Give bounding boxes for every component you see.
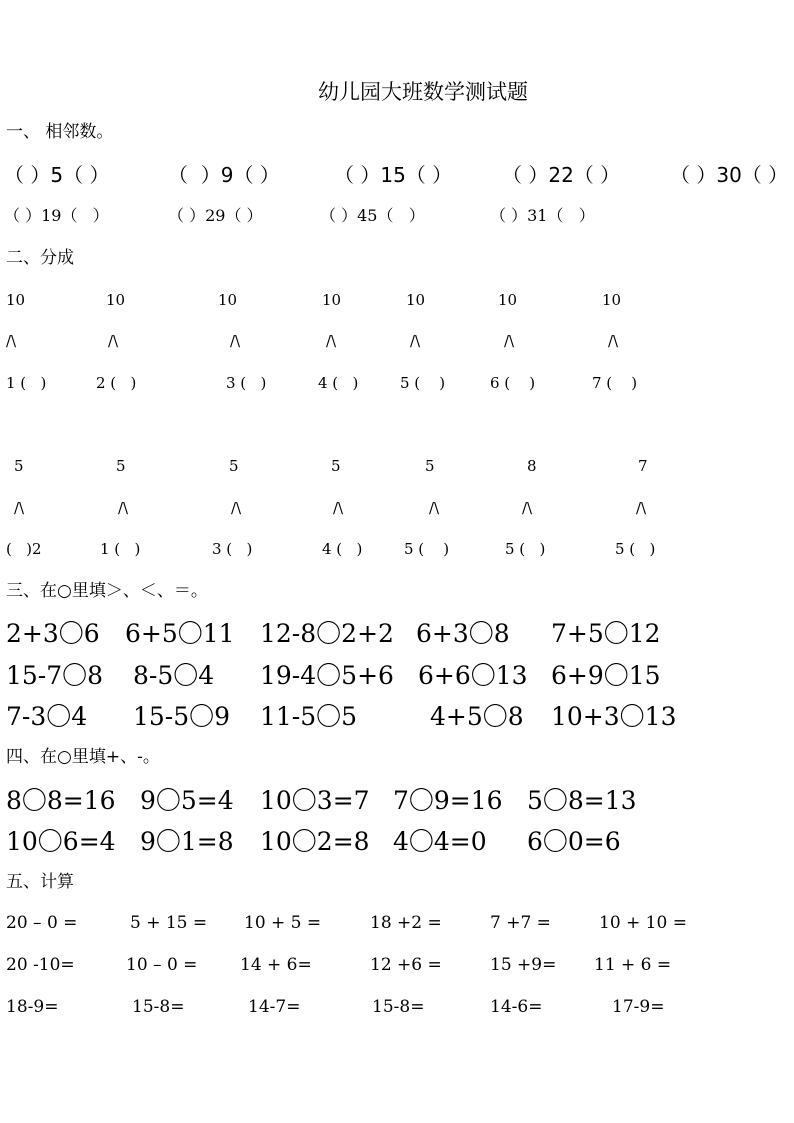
calc-item: 15 +9= xyxy=(490,955,557,975)
adjacent-item: （ ）19（ ） xyxy=(4,206,109,225)
split-bottom: 7 ( ) xyxy=(592,374,638,392)
sign-item: 6〇0=6 xyxy=(527,827,621,856)
compare-item: 19-4〇5+6 xyxy=(260,661,394,690)
calc-item: 18 +2 = xyxy=(370,913,442,933)
split-bottom: 3 ( ) xyxy=(212,540,253,558)
split-bottom: 5 ( ) xyxy=(404,540,450,558)
calc-item: 11 + 6 = xyxy=(594,955,672,975)
split-bottom: 1 ( ) xyxy=(100,540,141,558)
split-mark: /\ xyxy=(108,332,119,350)
compare-item: 6+3〇8 xyxy=(416,619,510,648)
split-bottom: 1 ( ) xyxy=(6,374,47,392)
sign-item: 10〇3=7 xyxy=(260,786,370,815)
calc-item: 7 +7 = xyxy=(490,913,551,933)
split-bottom: 6 ( ) xyxy=(490,374,536,392)
split-top: 5 xyxy=(425,457,435,475)
calc-item: 18-9= xyxy=(6,997,59,1017)
section1-heading: 一、 相邻数。 xyxy=(6,122,114,142)
split-top: 10 xyxy=(218,291,238,309)
sign-item: 4〇4=0 xyxy=(393,827,487,856)
calc-item: 15-8= xyxy=(372,997,425,1017)
compare-item: 15-7〇8 xyxy=(6,661,104,690)
calc-item: 20 -10= xyxy=(6,955,75,975)
compare-item: 12-8〇2+2 xyxy=(260,619,394,648)
split-mark: /\ xyxy=(333,499,344,517)
split-mark: /\ xyxy=(230,332,241,350)
adjacent-item: （ ）31（ ） xyxy=(490,206,595,225)
calc-item: 14-7= xyxy=(248,997,301,1017)
split-top: 7 xyxy=(638,457,648,475)
split-top: 5 xyxy=(14,457,24,475)
section4-heading: 四、在○里填+、-。 xyxy=(6,747,160,767)
compare-item: 6+6〇13 xyxy=(418,661,528,690)
split-top: 10 xyxy=(602,291,622,309)
split-mark: /\ xyxy=(14,499,25,517)
compare-item: 7-3〇4 xyxy=(6,702,88,731)
split-top: 10 xyxy=(322,291,342,309)
split-top: 5 xyxy=(331,457,341,475)
split-bottom: 4 ( ) xyxy=(322,540,363,558)
calc-item: 14-6= xyxy=(490,997,543,1017)
split-mark: /\ xyxy=(231,499,242,517)
compare-item: 2+3〇6 xyxy=(6,619,100,648)
split-top: 5 xyxy=(229,457,239,475)
split-top: 8 xyxy=(527,457,537,475)
calc-item: 10 – 0 = xyxy=(126,955,198,975)
split-mark: /\ xyxy=(410,332,421,350)
split-mark: /\ xyxy=(636,499,647,517)
split-bottom: 5 ( ) xyxy=(400,374,446,392)
split-top: 10 xyxy=(106,291,126,309)
adjacent-item: （ ）29（ ） xyxy=(168,206,263,225)
split-mark: /\ xyxy=(429,499,440,517)
split-top: 10 xyxy=(6,291,26,309)
split-mark: /\ xyxy=(118,499,129,517)
compare-item: 4+5〇8 xyxy=(430,702,524,731)
page-title: 幼儿园大班数学测试题 xyxy=(318,80,528,104)
calc-item: 15-8= xyxy=(132,997,185,1017)
split-mark: /\ xyxy=(326,332,337,350)
split-mark: /\ xyxy=(608,332,619,350)
split-bottom: 3 ( ) xyxy=(226,374,267,392)
adjacent-item: （ ）45（ ） xyxy=(320,206,425,225)
split-mark: /\ xyxy=(6,332,17,350)
calc-item: 5 + 15 = xyxy=(130,913,208,933)
sign-item: 9〇5=4 xyxy=(140,786,234,815)
calc-item: 20 – 0 = xyxy=(6,913,78,933)
split-bottom: 5 ( ) xyxy=(505,540,546,558)
split-top: 5 xyxy=(116,457,126,475)
calc-item: 14 + 6= xyxy=(240,955,312,975)
split-bottom: 2 ( ) xyxy=(96,374,137,392)
section2-heading: 二、分成 xyxy=(6,248,74,268)
compare-item: 10+3〇13 xyxy=(551,702,677,731)
adjacent-item: （ ）15（ ） xyxy=(334,163,453,187)
adjacent-item: （ ）30（ ） xyxy=(670,163,789,187)
split-bottom: 5 ( ) xyxy=(615,540,656,558)
adjacent-item: （ ）22（ ） xyxy=(502,163,621,187)
calc-item: 10 + 5 = xyxy=(244,913,322,933)
compare-item: 7+5〇12 xyxy=(551,619,661,648)
split-top: 10 xyxy=(498,291,518,309)
section3-heading: 三、在○里填＞、＜、＝。 xyxy=(6,581,208,601)
sign-item: 10〇2=8 xyxy=(260,827,370,856)
sign-item: 10〇6=4 xyxy=(6,827,116,856)
compare-item: 6+5〇11 xyxy=(125,619,235,648)
compare-item: 11-5〇5 xyxy=(260,702,358,731)
calc-item: 10 + 10 = xyxy=(599,913,687,933)
sign-item: 8〇8=16 xyxy=(6,786,116,815)
compare-item: 8-5〇4 xyxy=(133,661,215,690)
section5-heading: 五、计算 xyxy=(6,872,74,892)
compare-item: 15-5〇9 xyxy=(133,702,231,731)
split-bottom: 4 ( ) xyxy=(318,374,359,392)
split-bottom: ( )2 xyxy=(6,540,42,558)
split-mark: /\ xyxy=(522,499,533,517)
adjacent-item: （ ）5（ ） xyxy=(4,163,110,187)
split-top: 10 xyxy=(406,291,426,309)
sign-item: 5〇8=13 xyxy=(527,786,637,815)
calc-item: 12 +6 = xyxy=(370,955,442,975)
split-mark: /\ xyxy=(504,332,515,350)
calc-item: 17-9= xyxy=(612,997,665,1017)
adjacent-item: （ ）9（ ） xyxy=(168,163,280,187)
sign-item: 7〇9=16 xyxy=(393,786,503,815)
compare-item: 6+9〇15 xyxy=(551,661,661,690)
sign-item: 9〇1=8 xyxy=(140,827,234,856)
